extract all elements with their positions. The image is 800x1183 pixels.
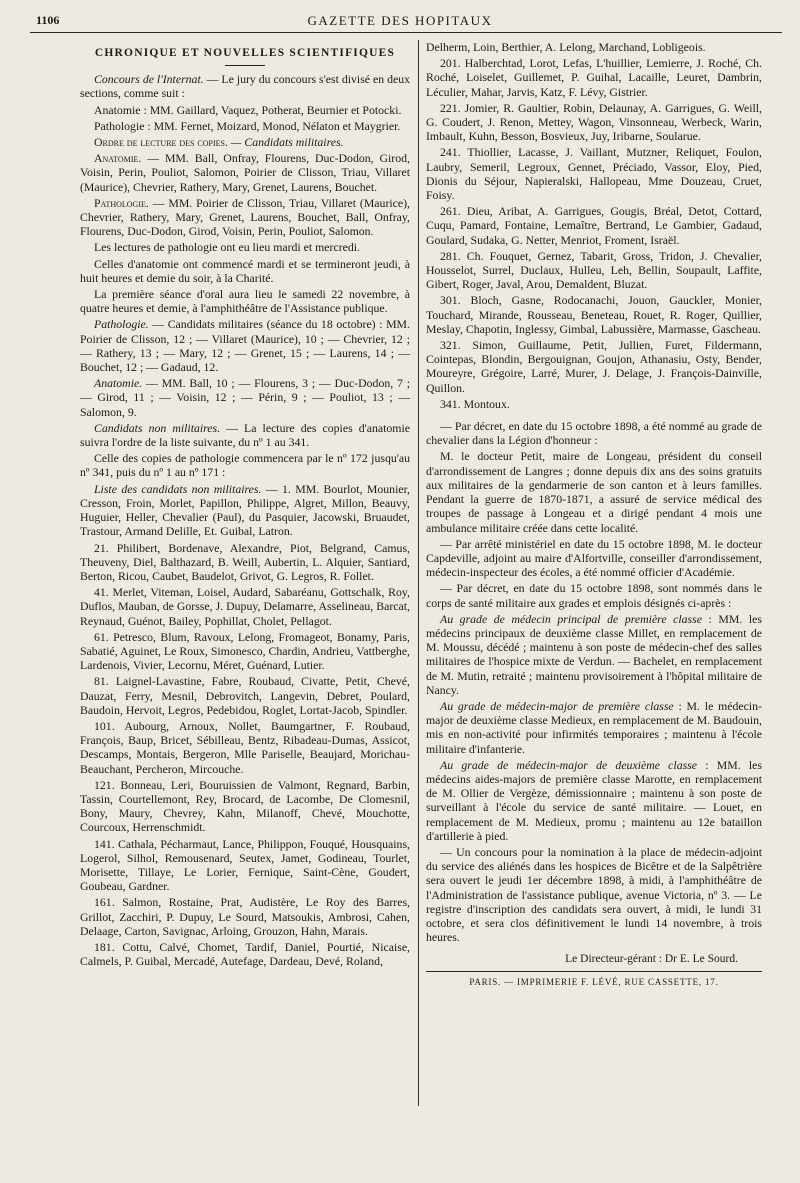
candidate-list: 141. Cathala, Pécharmaut, Lance, Philippon, Fouqué, Housquains, Logerol, Silhol, Remousenard, Seutex, Jamet, Godineau, Tourlet, Morisette, Tillaye, Le Lorier, Fernique, Saint-Cène, Goudert, Goubeau, Gardner.	[80, 836, 410, 894]
paragraph: Celle des copies de pathologie commencera par le nº 172 jusqu'au nº 341, puis du nº 1 au nº 171 :	[80, 451, 410, 480]
paragraph-text: — Candidats militaires (séance du 18 octobre) : MM. Poirier de Clisson, 12 ; — Villaret (Maurice), 10 ; — Chevrier, 12 ; — Rathery, 13 ; — Mary, 12 ; — Grenet, 15 ; — Laurens, 14 ; — Bouchet, 12 ; — Gadaud, 12.	[80, 317, 410, 375]
candidate-list: 161. Salmon, Rostaine, Prat, Audistère, Le Roy des Barres, Grillot, Zacchiri, P. Dupuy, Le Sourd, Matsoukis, Ambrosi, Cahen, Delaage, Carton, Savignac, Arloing, Grouzon, Hahn, Marais.	[80, 895, 410, 938]
running-title: GAZETTE DES HOPITAUX	[307, 13, 493, 28]
footer-rule	[426, 971, 762, 972]
candidate-list: 181. Cottu, Calvé, Chomet, Tardif, Daniel, Pourtié, Nicaise, Calmels, P. Guibal, Mercadé, Autefage, Dardeau, Devé, Roland,	[80, 939, 410, 969]
paragraph-text: : MM. les médecins aides-majors de première classe Marotte, en remplacement de M. Ollier de Vergèze, démissionnaire ; maintenu à son poste de surveillant à l'école du service de santé militaire. — Louet, en remplacement de M. Medieux, promu ; maintenu au 12e bataillon d'artillerie à pied.	[426, 757, 762, 843]
candidate-list: 61. Petresco, Blum, Ravoux, Lelong, Fromageot, Bonamy, Paris, Sabatié, Aguinet, Le Roux, Simonesco, Chardin, Andrieu, Vattberghe, Lardenois, Vivier, Lecornu, Méret, Guénard, Lutier.	[80, 629, 410, 673]
paragraph-label: Pathologie.	[94, 195, 149, 210]
candidate-list: 101. Aubourg, Arnoux, Nollet, Baumgartner, F. Roubaud, François, Baup, Bricet, Sébilleau, Bentz, Ribadeau-Dumas, Assicot, Descamps, Montais, Bergeron, Mlle Pariselle, Beaujard, Morichau-Beauchant, Percheron, Mircouche.	[80, 718, 410, 776]
paragraph	[80, 317, 410, 374]
page-header	[0, 0, 800, 34]
candidate-list: 321. Simon, Guillaume, Petit, Jullien, Furet, Fildermann, Cointepas, Blondin, Bergouignan, Goujon, Athanasiu, Osty, Bender, Moureyre, Grégoire, Larré, Murer, J. Delage, J. François-Dainville, Quillon.	[426, 338, 762, 395]
signature: Le Directeur-gérant : Dr E. Le Sourd.	[565, 953, 738, 966]
paragraph-text: : MM. les médecins principaux de deuxième classe Millet, en remplacement de M. Moussu, décédé ; maintenu à son poste de médecin-chef des salles militaires de l'hospice mixte de Verdun. — Bachelet, en remplacement de M. Mutin, retraité ; maintenu provisoirement à l'hôpital militaire de Nancy.	[426, 611, 762, 697]
candidate-list: 81. Laignel-Lavastine, Fabre, Roubaud, Civatte, Petit, Chevé, Dauzat, Ferry, Mesnil, Debrovitch, Langevin, Debret, Poulard, Baudoin, Hervoit, Legros, Pedebidou, Roglet, Lortat-Jacob, Spindler.	[80, 674, 410, 717]
paragraph	[80, 151, 410, 194]
paragraph-text: — La lecture des copies d'anatomie suivra l'ordre de la liste suivante, du nº 1 au 341.	[80, 420, 410, 450]
paragraph-label: Anatomie.	[94, 376, 143, 391]
paragraph: — Un concours pour la nomination à la place de médecin-adjoint du service des aliénés dans les hospices de Bicêtre et de la Salpêtrière sera ouvert le jeudi 1er décembre 1898, à midi, à l'amphithéâtre de l'Administration de l'assistance publique, avenue Victoria, nº 3. — Le registre d'inscription des candidats sera ouvert, à midi, le lundi 31 octobre, et sera clos définitivement le lundi 14 novembre, à trois heures.	[426, 844, 762, 945]
candidate-list: 281. Ch. Fouquet, Gernez, Tabarit, Gross, Tridon, J. Chevalier, Housselot, Surrel, Duclaux, Hulleu, Leh, Bellin, Soupault, Laffite, Gibert, Roger, Javal, Arou, Demaldent, Bluzat.	[426, 248, 762, 292]
printer-imprint: PARIS. — IMPRIMERIE F. LÉVÉ, RUE CASSETTE, 17.	[469, 976, 719, 987]
paragraph	[426, 758, 762, 843]
paragraph	[80, 135, 410, 149]
paragraph-text: : M. le médecin-major de deuxième classe Medieux, en remplacement de M. Baudouin, mis en non-activité pour infirmités temporaires ; maintenu à l'école militaire d'infanterie.	[426, 698, 762, 756]
paragraph-label: Ordre de lecture des copies.	[94, 135, 228, 150]
paragraph-text: — MM. Ball, 10 ; — Flourens, 3 ; — Duc-Dodon, 7 ; — Girod, 11 ; — Voisin, 12 ; — Périn, 9 ; — Pouliot, 13 ; — Salomon, 9.	[80, 376, 410, 419]
candidate-list: 201. Halberchtad, Lorot, Lefas, L'huillier, Lemierre, J. Roché, Ch. Roché, Loiselet, Guillemet, P. Guihal, Lacaille, Leuret, Dambrin, Léculier, Mahar, Jarvis, Katz, F. Lévy, Gistrier.	[426, 56, 762, 99]
page-number: 1106	[36, 13, 60, 27]
paragraph-text: — Le jury du concours s'est divisé en deux sections, comme suit :	[80, 72, 410, 101]
paragraph	[80, 72, 410, 100]
candidate-list: 121. Bonneau, Leri, Bouruissien de Valmont, Regnard, Barbin, Tassin, Courtellemont, Rey, Brocard, de Lacombe, De Clomesnil, Bony, Maury, Chevrey, Kahn, Milanoff, Chevé, Mouchotte, Courcoux, Herrenschmidt.	[80, 777, 410, 835]
paragraph: Pathologie : MM. Fernet, Moizard, Monod, Nélaton et Maygrier.	[94, 118, 401, 133]
candidate-list: 41. Merlet, Viteman, Loisel, Audard, Sabaréanu, Gottschalk, Roy, Duflos, Mauban, de Gorsse, J. Dupuy, Delamarre, Asselineau, Barcat, Reynaud, Guénot, Bailey, Pophillat, Cholet, Pellagot.	[80, 585, 410, 628]
candidate-list: 341. Montoux.	[440, 396, 510, 411]
paragraph-label: Au grade de médecin-major de deuxième classe	[440, 757, 698, 772]
left-column	[80, 40, 410, 970]
paragraph: — Par décret, en date du 15 octobre 1898, a été nommé au grade de chevalier dans la Légion d'honneur :	[426, 419, 762, 448]
header-rule	[30, 32, 782, 33]
paragraph-label: Anatomie.	[94, 151, 142, 166]
paragraph-text: — MM. Poirier de Clisson, Triau, Villaret (Maurice), Chevrier, Rathery, Mary, Grenet, Laurens, Bouchet, Ball, Onfray, Flourens, Duc-Dodon, Girod, Voisin, Perin, Pouliot, Salomon.	[80, 195, 410, 239]
paragraph: La première séance d'oral aura lieu le samedi 22 novembre, à quatre heures et demie, à l'amphithéâtre de l'Assistance publique.	[80, 287, 410, 316]
paragraph: M. le docteur Petit, maire de Longeau, président du conseil d'arrondissement de Langres ; donne depuis dix ans des soins gratuits aux militaires de la gendarmerie de son canton et à leurs familles. Pendant la guerre de 1870-1871, a assuré de service médical des troupes de passage à Longeau et a dirigé pendant 4 mois une ambulance militaire créée dans cette localité.	[426, 449, 762, 535]
paragraph-text: — MM. Ball, Onfray, Flourens, Duc-Dodon, Girod, Voisin, Perin, Pouliot, Salomon, Poirier de Clisson, Triau, Villaret (Maurice), Chevrier, Rathery, Mary, Grenet, Laurens, Bouchet.	[80, 151, 410, 194]
paragraph-label: Candidats non militaires.	[94, 420, 221, 435]
paragraph	[80, 196, 410, 239]
paragraph-label: Au grade de médecin principal de première classe	[440, 611, 702, 626]
paragraph-subtitle: — Candidats militaires.	[227, 135, 344, 150]
candidate-list: 261. Dieu, Aribat, A. Garrigues, Gougis, Bréal, Detot, Cottard, Cuqu, Pamard, Fontaine, Lemaître, Bertrand, Le Gambier, Gadaud, Goulard, Sudaka, G. Netter, Menriot, Froment, Israël.	[426, 204, 762, 247]
paragraph-label: Au grade de médecin-major de première classe	[440, 698, 674, 713]
paragraph: Celles d'anatomie ont commencé mardi et se termineront jeudi, à huit heures et demie du soir, à la Charité.	[80, 256, 410, 285]
candidate-list: Delherm, Loin, Berthier, A. Lelong, Marchand, Lobligeois.	[426, 40, 706, 54]
paragraph-label: Liste des candidats non militaires.	[94, 481, 262, 496]
title-rule	[225, 65, 265, 66]
paragraph-label: Pathologie.	[94, 317, 149, 332]
candidate-list: 241. Thiollier, Lacasse, J. Vaillant, Mutzner, Reliquet, Foulon, Laubry, Semeril, Legroux, Gennet, Préciado, Vassor, Eloy, Pied, Dionis du Séjour, Napieralski, Hallopeau, Mme Douzeau, Cruet, Foisy.	[426, 145, 762, 203]
paragraph	[426, 699, 762, 756]
candidate-list: 221. Jomier, R. Gaultier, Robin, Delaunay, A. Garrigues, G. Weill, G. Coudert, J. Renon, Mettey, Wagon, Vinsonneau, Werbeck, Warin, Imbault, Kuhn, Besson, Bosvieux, Juy, Iribarne, Soularue.	[426, 100, 762, 144]
candidate-list: 301. Bloch, Gasne, Rodocanachi, Jouon, Gauckler, Monier, Touchard, Mirande, Rousseau, Beneteau, Rouet, R. Roger, Quillier, Meslay, Chapotin, Inglessy, Gimbal, Labussière, Marmasse, Gascheau.	[426, 293, 762, 336]
paragraph: Anatomie : MM. Gaillard, Vaquez, Potherat, Beurnier et Potocki.	[94, 102, 402, 117]
candidate-list: 21. Philibert, Bordenave, Alexandre, Piot, Belgrand, Camus, Theuveny, Diel, Balthazard, B. Weill, Aubertin, L. Alquier, Santiard, Berton, Ricou, Caubet, Baudelot, Grivot, G. Legros, R. Follet.	[80, 540, 410, 583]
paragraph: — Par décret, en date du 15 octobre 1898, sont nommés dans le corps de santé militaire aux grades et emplois désignés ci-après :	[426, 581, 762, 610]
section-title: CHRONIQUE ET NOUVELLES SCIENTIFIQUES	[94, 47, 396, 59]
column-divider	[418, 40, 419, 1106]
paragraph	[80, 482, 410, 539]
paragraph	[426, 612, 762, 697]
paragraph	[80, 376, 410, 419]
paragraph-label: Concours de l'Internat.	[94, 72, 204, 87]
paragraph-text: — 1. MM. Bourlot, Mounier, Cresson, Froin, Morlet, Papillon, Philippe, Algret, Millon, Beauvy, Huguier, Heller, Chevalier (Paul), du Pasquier, Jacowski, Bruaudet, Trastour, Armand Delille, Et. Guibal, Latron.	[80, 481, 410, 539]
paragraph	[80, 421, 410, 449]
right-column	[426, 40, 762, 989]
paragraph: Les lectures de pathologie ont eu lieu mardi et mercredi.	[94, 240, 360, 255]
paragraph: — Par arrêté ministériel en date du 15 octobre 1898, M. le docteur Capdeville, adjoint au maire d'Alfortville, conseiller d'arrondissement, médecin-inspecteur des écoles, a été nommé officier d'Académie.	[426, 536, 762, 580]
